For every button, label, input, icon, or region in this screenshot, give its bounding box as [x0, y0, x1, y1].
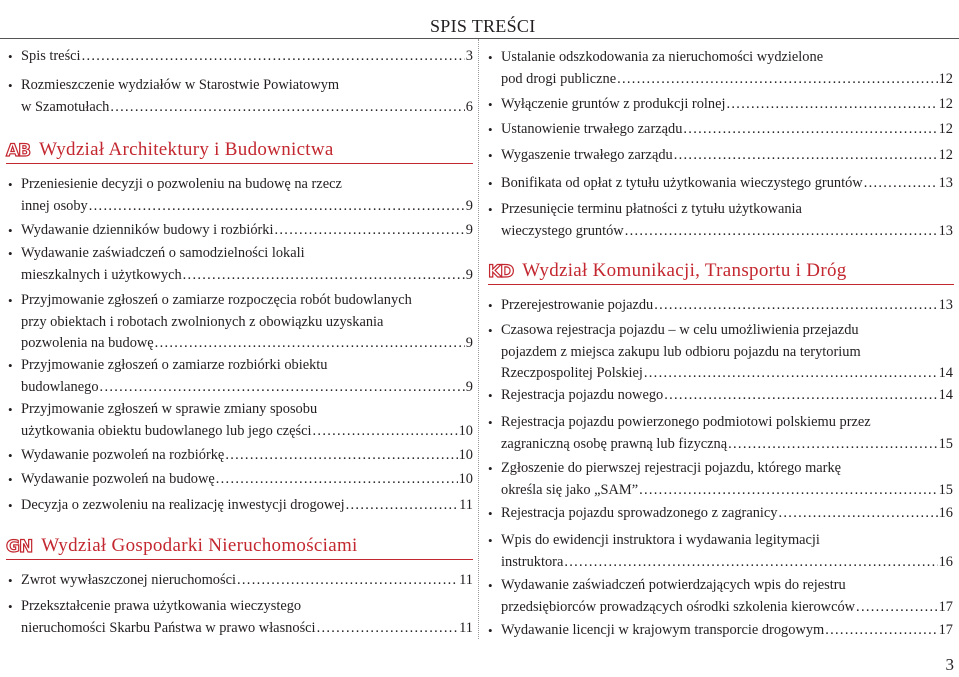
toc-entry[interactable]: • Wygaszenie trwałego zarządu ..... 12: [488, 145, 953, 167]
toc-left-column: [0, 40, 478, 677]
toc-entry[interactable]: • Zgłoszenie do pierwszej rejestracji pojazdu, którego markę określa się jako „SAM” ..... 15: [488, 458, 953, 501]
bullet-icon: •: [488, 148, 493, 163]
bullet-icon: •: [488, 578, 493, 593]
bullet-icon: •: [8, 223, 13, 238]
section-rule: [6, 559, 473, 560]
toc-entry[interactable]: • Wydawanie pozwoleń na rozbiórkę ..... 10: [8, 445, 473, 467]
toc-entry[interactable]: • Rejestracja pojazdu nowego ..... 14: [488, 385, 953, 407]
toc-entry[interactable]: • Wydawanie zaświadczeń potwierdzających wpis do rejestru przedsiębiorców prowadzących ośrodki szkolenia kierowców ..... 17: [488, 575, 953, 618]
bullet-icon: •: [488, 202, 493, 217]
toc-entry[interactable]: • Decyzja o zezwoleniu na realizację inwestycji drogowej ..... 11: [8, 495, 473, 517]
bullet-icon: •: [488, 97, 493, 112]
toc-entry[interactable]: • Wpis do ewidencji instruktora i wydawania legitymacji instruktora ..... 16: [488, 530, 953, 573]
bullet-icon: •: [8, 49, 13, 64]
bullet-icon: •: [8, 177, 13, 192]
bullet-icon: •: [488, 533, 493, 548]
bullet-icon: •: [488, 323, 493, 338]
bullet-icon: •: [488, 415, 493, 430]
bullet-icon: •: [488, 176, 493, 191]
toc-entry[interactable]: • Przerejestrowanie pojazdu ..... 13: [488, 295, 953, 317]
toc-entry[interactable]: • Przyjmowanie zgłoszeń o zamiarze rozpoczęcia robót budowlanych przy obiektach i robotach zwolnionych z obowiązku uzyskania pozwolenia na budowę ..... 9: [8, 290, 473, 355]
toc-entry[interactable]: • Przyjmowanie zgłoszeń o zamiarze rozbiórki obiektu budowlanego ..... 9: [8, 355, 473, 398]
bullet-icon: •: [488, 623, 493, 638]
section-heading-gn: [6, 534, 358, 559]
toc-entry[interactable]: • Przekształcenie prawa użytkowania wieczystego nieruchomości Skarbu Państwa w prawo własności ..... 11: [8, 596, 473, 639]
toc-entry[interactable]: • Czasowa rejestracja pojazdu – w celu umożliwienia przejazdu pojazdem z miejsca zakupu lub odbioru pojazdu na terytorium Rzeczpospolitej Polskiej ..... 14: [488, 320, 953, 385]
bullet-icon: •: [8, 246, 13, 261]
bullet-icon: •: [488, 50, 493, 65]
bullet-icon: •: [488, 122, 493, 137]
section-code-badge: GN: [6, 537, 33, 557]
toc-entry[interactable]: • Ustalanie odszkodowania za nieruchomości wydzielone pod drogi publiczne ..... 12: [488, 47, 953, 90]
bullet-icon: •: [488, 388, 493, 403]
bullet-icon: •: [488, 298, 493, 313]
header-rule: [0, 38, 959, 39]
section-title: Wydział Gospodarki Nieruchomościami: [41, 535, 358, 556]
bullet-icon: •: [488, 506, 493, 521]
section-heading-ab: [6, 138, 334, 163]
section-title: Wydział Komunikacji, Transportu i Dróg: [522, 260, 847, 281]
bullet-icon: •: [8, 293, 13, 308]
toc-entry[interactable]: • Wydawanie pozwoleń na budowę ..... 10: [8, 469, 473, 491]
section-title: Wydział Architektury i Budownictwa: [39, 139, 334, 160]
section-rule: [6, 163, 473, 164]
toc-entry[interactable]: • Rozmieszczenie wydziałów w Starostwie Powiatowym w Szamotułach ..... 6: [8, 75, 473, 118]
bullet-icon: •: [8, 599, 13, 614]
bullet-icon: •: [8, 573, 13, 588]
page-title: SPIS TREŚCI: [430, 16, 536, 36]
toc-entry[interactable]: • Wyłączenie gruntów z produkcji rolnej ..... 12: [488, 94, 953, 116]
toc-entry[interactable]: • Ustanowienie trwałego zarządu ..... 12: [488, 119, 953, 141]
toc-entry[interactable]: • Przesunięcie terminu płatności z tytułu użytkowania wieczystego gruntów ..... 13: [488, 199, 953, 242]
toc-right-column: [484, 40, 959, 677]
section-heading-kd: [488, 259, 847, 284]
toc-entry[interactable]: • Spis treści ..... 3: [8, 46, 473, 68]
toc-entry[interactable]: • Wydawanie zaświadczeń o samodzielności lokali mieszkalnych i użytkowych ..... 9: [8, 243, 473, 286]
toc-entry[interactable]: • Przyjmowanie zgłoszeń w sprawie zmiany sposobu użytkowania obiektu budowlanego lub jego części ..... 10: [8, 399, 473, 442]
section-code-badge: KD: [488, 262, 514, 282]
bullet-icon: •: [8, 402, 13, 417]
toc-entry[interactable]: • Zwrot wywłaszczonej nieruchomości ..... 11: [8, 570, 473, 592]
toc-entry[interactable]: • Wydawanie dzienników budowy i rozbiórki ..... 9: [8, 220, 473, 242]
section-code-badge: AB: [6, 141, 31, 161]
toc-entry[interactable]: • Wydawanie licencji w krajowym transporcie drogowym ..... 17: [488, 620, 953, 642]
toc-entry[interactable]: • Bonifikata od opłat z tytułu użytkowania wieczystego gruntów ..... 13: [488, 173, 953, 195]
bullet-icon: •: [488, 461, 493, 476]
bullet-icon: •: [8, 358, 13, 373]
bullet-icon: •: [8, 472, 13, 487]
page-number: 3: [945, 655, 954, 674]
bullet-icon: •: [8, 498, 13, 513]
bullet-icon: •: [8, 448, 13, 463]
toc-entry[interactable]: • Rejestracja pojazdu powierzonego podmiotowi polskiemu przez zagraniczną osobę prawną lub fizyczną ..... 15: [488, 412, 953, 455]
bullet-icon: •: [8, 78, 13, 93]
toc-entry[interactable]: • Rejestracja pojazdu sprowadzonego z zagranicy ..... 16: [488, 503, 953, 525]
column-divider: [478, 39, 479, 639]
toc-entry[interactable]: • Przeniesienie decyzji o pozwoleniu na budowę na rzecz innej osoby ..... 9: [8, 174, 473, 217]
section-rule: [488, 284, 954, 285]
